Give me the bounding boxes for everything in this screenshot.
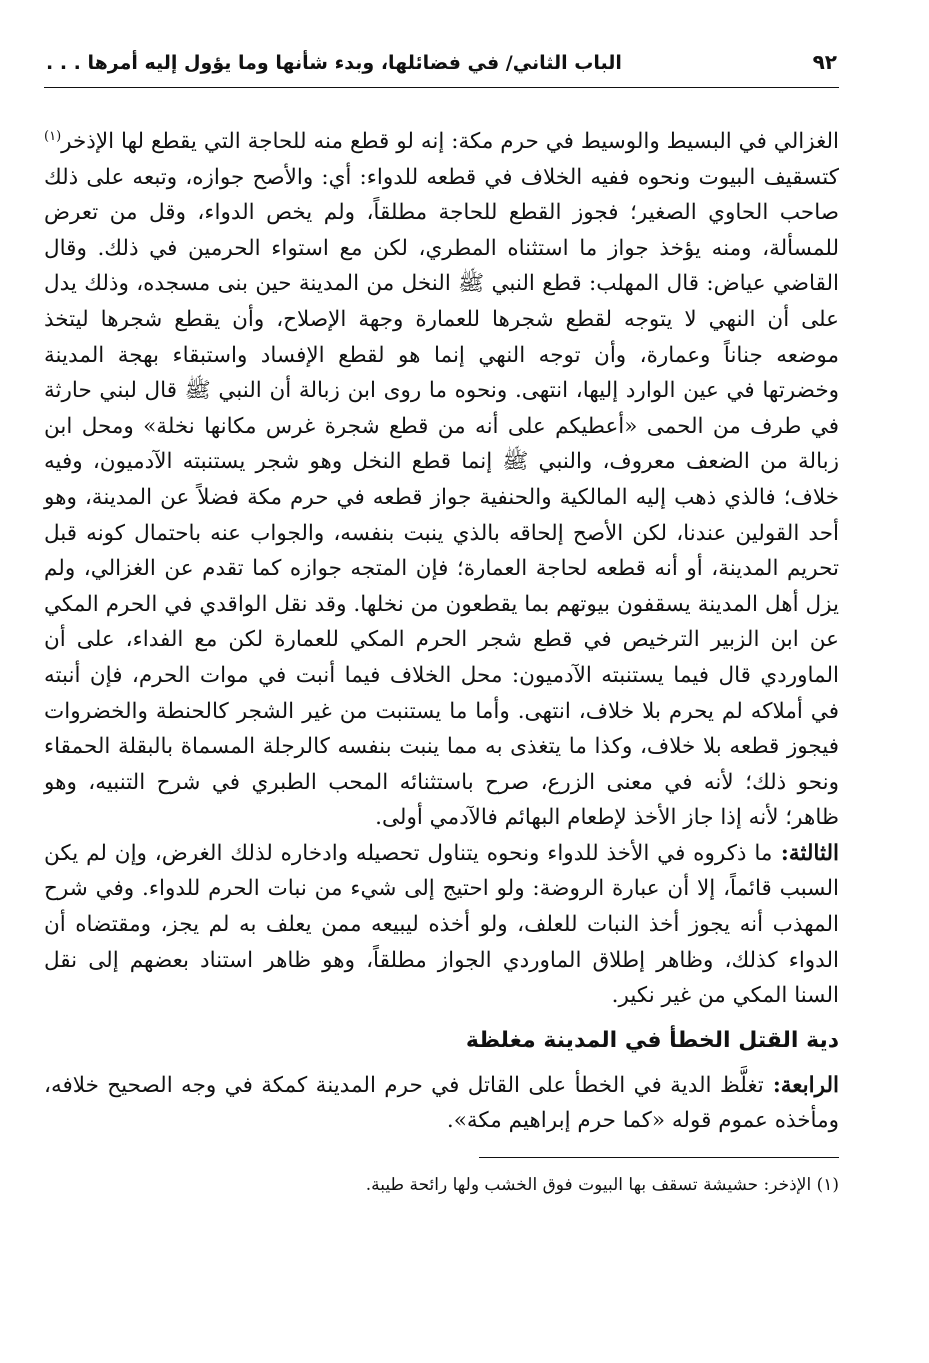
paragraph-1 [44,124,839,836]
paragraph-3-lead: الرابعة: [763,1072,840,1098]
paragraph-1-part-a: الغزالي في البسيط والوسيط في حرم مكة: إنه لو قطع منه للحاجة التي يقطع لها الإذخر [61,129,839,154]
paragraph-2-lead: الثالثة: [772,840,839,866]
footnote-text: الإذخر: حشيشة تسقف بها البيوت فوق الخشب ولها رائحة طيبة. [365,1175,817,1196]
footnote [44,1172,839,1198]
paragraph-3 [44,1068,839,1139]
footnote-separator [479,1157,839,1158]
main-text [44,124,839,1139]
section-heading: دية القتل الخطأ في المدينة مغلظة [465,1027,839,1053]
paragraph-2-text: ما ذكروه في الأخذ للدواء ونحوه يتناول تحصيله وادخاره لذلك الغرض، وإن لم يكن السبب قائماً، إلا أن عبارة الروضة: ولو احتيج إلى شيء من نبات الحرم للدواء. وفي شرح المهذب أنه يجوز أخذ النبات للعلف، ولو أخذه ليبيعه ممن يعلف به لم يجز، ومقتضاه أن الدواء كذلك، وظاهر إطلاق الماوردي الجواز مطلقاً، وهو ظاهر استناد بعضهم إلى نقل السنا المكي من غير نكير. [44,840,839,1009]
book-page [44,50,839,1198]
footnote-marker: (١) [816,1175,839,1196]
page-number: ٩٢ [812,50,837,74]
page-header [44,50,839,88]
running-title: الباب الثاني/ في فضائلها، وبدء شأنها وما يؤول إليه أمرها . . . [46,52,622,74]
paragraph-1-part-b: كتسقيف البيوت ونحوه ففيه الخلاف في قطعه للدواء: أي: والأصح جوازه، وتبعه على ذلك صاحب الحاوي الصغير؛ فجوز القطع للحاجة مطلقاً، ولم يخص الدواء، وقل من تعرض للمسألة، ومنه يؤخذ جواز ما استثناه المطري، لكن مع استواء الحرمين في ذلك. وقال القاضي عياض: قال المهلب: قطع النبي ﷺ النخل من المدينة حين بنى مسجده، وذلك يدل على أن النهي لا يتوجه لقطع شجرها للعمارة وجهة الإصلاح، وأن يقطع شجرها ليتخذ موضعه جناناً وعمارة، وأن توجه النهي إنما هو لقطع الإفساد واستبقاء بهجة المدينة وخضرتها في عين الوارد إليها، انتهى. ونحوه ما روى ابن زبالة أن النبي ﷺ قال لبني حارثة في طرف من الحمى «أعطيكم على أنه من قطع شجرة غرس مكانها نخلة» ومحل ابن زبالة من الضعف معروف، والنبي ﷺ إنما قطع النخل وهو شجر يستنبته الآدميون، وفيه خلاف؛ فالذي ذهب إليه المالكية والحنفية جواز قطعه في حرم مكة فضلاً عن المدينة، وهو أحد القولين عندنا، لكن الأصح إلحاقه بالذي ينبت بنفسه، والجواب عنه باحتمال كونه قبل تحريم المدينة، أو أنه قطعه لحاجة العمارة؛ فإن المتجه جوازه كما تقدم عن الغزالي، ولم يزل أهل المدينة يسقفون بيوتهم بما يقطعون من نخلها. وقد نقل الواقدي في الحرم المكي عن ابن الزبير الترخيص في قطع شجر الحرم المكي للعمارة لكن مع الفداء، على أن الماوردي قال فيما يستنبته الآدميون: محل الخلاف فيما أنبت في موات الحرم، فإن أنبته في أملاكه لم يحرم بلا خلاف، انتهى. وأما ما يستنبت من غير الشجر كالحنطة والخضروات فيجوز قطعه بلا خلاف، وكذا ما يتغذى به مما ينبت بنفسه كالرجلة المسماة بالبقلة الحمقاء ونحو ذلك؛ لأنه في معنى الزرع، صرح باستثنائه المحب الطبري في شرح التنبيه، وهو ظاهر؛ لأنه إذا جاز الأخذ لإطعام البهائم فالآدمي أولى. [44,164,839,831]
paragraph-2 [44,836,839,1014]
paragraph-3-text: تغلَّظ الدية في الخطأ على القاتل في حرم المدينة كمكة في وجه الصحيح خلافه، ومأخذه عموم قوله «كما حرم إبراهيم مكة». [44,1072,839,1134]
footnote-reference[interactable]: (١) [44,128,62,144]
